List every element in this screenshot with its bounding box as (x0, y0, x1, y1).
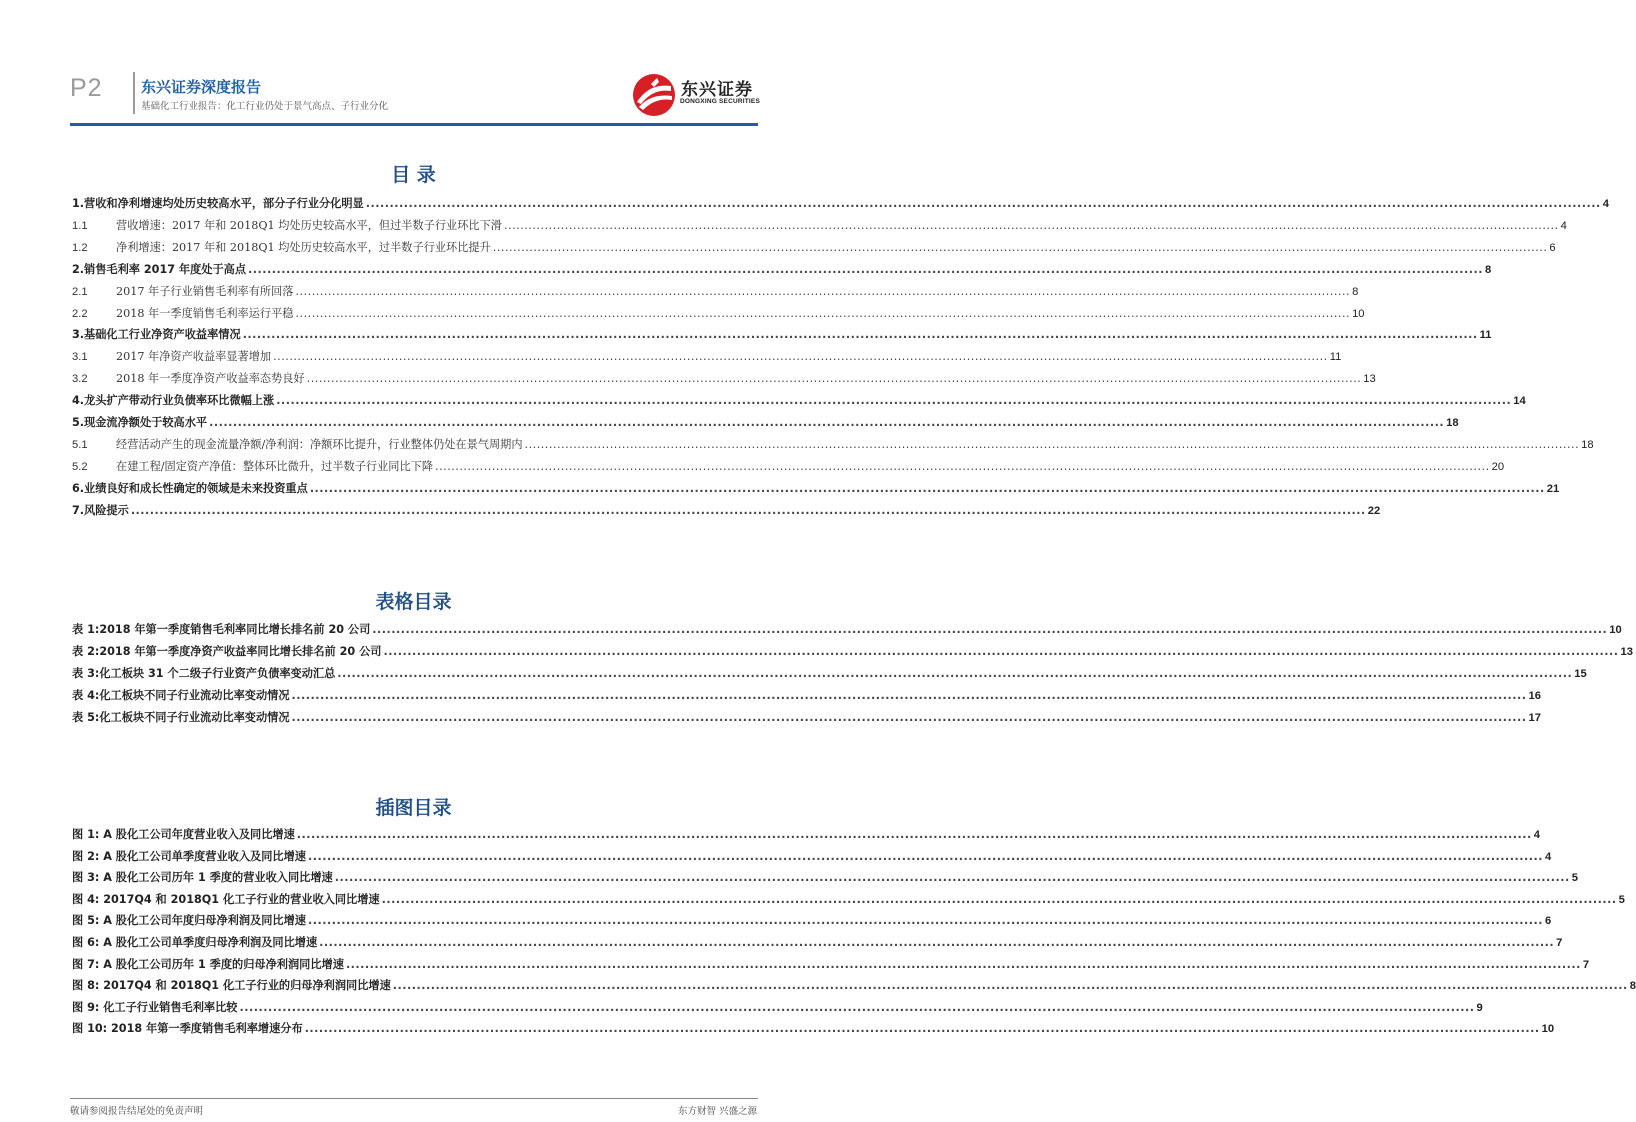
toc-entry-title: 现金流净额处于较高水平 (84, 416, 208, 429)
toc-entry[interactable] (72, 370, 1376, 388)
toc-entry[interactable] (72, 848, 1552, 866)
toc-entry[interactable] (72, 891, 1625, 909)
toc-leader-dots: .................................................................................................................................................................................................................................................................... (334, 871, 1570, 885)
toc-entry[interactable] (72, 912, 1552, 930)
toc-entry-number: 1.1 (72, 219, 88, 232)
toc-entry-page: 6 (1549, 241, 1556, 254)
toc-entry[interactable] (72, 999, 1483, 1017)
toc-entry[interactable] (72, 621, 1622, 639)
toc-entry-page: 4 (1602, 198, 1609, 210)
toc-entry[interactable] (72, 195, 1609, 213)
toc-entry-number: 5.1 (72, 438, 88, 451)
toc-entry[interactable] (72, 977, 1636, 995)
toc-entry[interactable] (72, 305, 1365, 323)
toc-entry-page: 10 (1609, 624, 1622, 636)
toc-entry-title: 表 2:2018 年第一季度净资产收益率同比增长排名前 20 公司 (72, 645, 382, 659)
toc-entry[interactable] (72, 869, 1578, 887)
toc-entry-title: 图 1: A 股化工公司年度营业收入及同比增速 (72, 828, 295, 841)
toc-leader-dots: .................................................................................................................................................................................................................................................................... (291, 689, 1527, 703)
toc-entry[interactable] (72, 502, 1381, 520)
toc-entry-title: 销售毛利率 2017 年度处于高点 (84, 262, 247, 276)
toc-leader-dots: .................................................................................................................................................................................................................................................................... (295, 306, 1351, 320)
toc-leader-dots: .................................................................................................................................................................................................................................................................... (319, 936, 1555, 949)
logo-mark-icon (631, 72, 677, 118)
toc-leader-dots: .................................................................................................................................................................................................................................................................... (276, 394, 1512, 408)
toc-entry[interactable] (72, 665, 1587, 683)
toc-entry-page: 18 (1446, 417, 1459, 429)
toc-entry-number: 2.2 (72, 307, 88, 320)
toc-entry-page: 7 (1582, 958, 1590, 971)
toc-entry-title: 图 2: A 股化工公司单季度营业收入及同比增速 (72, 849, 306, 863)
toc-leader-dots: .................................................................................................................................................................................................................................................................... (383, 645, 1619, 659)
toc-entry-page: 18 (1581, 438, 1594, 451)
toc-entry-number: 5. (72, 416, 85, 429)
toc-entry-number: 1. (72, 197, 85, 210)
toc-entry-page: 7 (1556, 937, 1563, 949)
toc-entry-title: 业绩良好和成长性确定的领域是未来投资重点 (84, 481, 308, 495)
toc-entry-title: 2018 年一季度净资产收益率态势良好 (116, 372, 305, 386)
footer-rule (70, 1098, 758, 1099)
toc-leader-dots: .................................................................................................................................................................................................................................................................... (248, 262, 1484, 276)
toc-entry[interactable] (72, 217, 1567, 235)
toc-entry-page: 9 (1476, 1001, 1483, 1014)
toc-title: 目 录 (391, 164, 436, 186)
page-number: P2 (70, 74, 103, 102)
toc-entry-page: 5 (1618, 893, 1625, 906)
logo-english-name: DONGXING SECURITIES (680, 98, 761, 105)
toc-entry[interactable] (72, 414, 1459, 432)
toc-entry[interactable] (72, 392, 1526, 410)
toc-entry[interactable] (72, 709, 1541, 727)
toc-entry[interactable] (72, 956, 1590, 974)
toc-entry-page: 4 (1544, 850, 1552, 863)
toc-entry-page: 5 (1571, 872, 1578, 885)
toc-entry[interactable] (72, 826, 1541, 844)
toc-entry-number: 3.1 (72, 351, 88, 364)
toc-entry[interactable] (72, 436, 1594, 454)
toc-entry[interactable] (72, 643, 1633, 661)
toc-entry-page: 8 (1629, 980, 1636, 993)
toc-leader-dots: .................................................................................................................................................................................................................................................................... (492, 240, 1548, 254)
toc-entry-number: 3.2 (72, 373, 88, 386)
toc-entry-title: 基础化工行业净资产收益率情况 (84, 328, 241, 342)
toc-leader-dots: .................................................................................................................................................................................................................................................................... (524, 437, 1580, 451)
toc-entry[interactable] (72, 458, 1505, 476)
toc-entry[interactable] (72, 326, 1492, 344)
toc-entry-page: 22 (1367, 504, 1381, 517)
toc-entry-number: 2.1 (72, 285, 88, 298)
toc-leader-dots: .................................................................................................................................................................................................................................................................... (345, 957, 1581, 971)
toc-entry-title: 营收和净利增速均处历史较高水平，部分子行业分化明显 (84, 197, 364, 210)
toc-leader-dots: .................................................................................................................................................................................................................................................................... (291, 711, 1527, 725)
toc-entry-title: 图 9: 化工子行业销售毛利率比较 (72, 1000, 238, 1014)
toc-entry[interactable] (72, 1020, 1555, 1038)
toc-leader-dots: .................................................................................................................................................................................................................................................................... (435, 459, 1490, 473)
toc-leader-dots: .................................................................................................................................................................................................................................................................... (239, 1000, 1475, 1014)
toc-entry-page: 4 (1533, 829, 1541, 841)
toc-entry-number: 6. (72, 481, 85, 495)
toc-entry-title: 图 6: A 股化工公司单季度归母净利润及同比增速 (72, 936, 318, 949)
toc-entry-title: 图 4: 2017Q4 和 2018Q1 化工子行业的营业收入同比增速 (72, 892, 380, 906)
toc-leader-dots: .................................................................................................................................................................................................................................................................... (309, 481, 1545, 495)
toc-leader-dots: .................................................................................................................................................................................................................................................................... (209, 416, 1445, 429)
toc-entry[interactable] (72, 261, 1492, 279)
toc-entry-title: 图 3: A 股化工公司历年 1 季度的营业收入同比增速 (72, 871, 333, 885)
page-header (0, 0, 827, 130)
toc-entry-title: 风险提示 (84, 503, 129, 517)
toc-entry[interactable] (72, 934, 1563, 952)
tables-toc-title: 表格目录 (375, 591, 452, 613)
toc-leader-dots: .................................................................................................................................................................................................................................................................... (392, 979, 1628, 993)
toc-leader-dots: .................................................................................................................................................................................................................................................................... (381, 892, 1617, 906)
toc-entry-title: 表 5:化工板块不同子行业流动比率变动情况 (72, 711, 290, 725)
toc-leader-dots: .................................................................................................................................................................................................................................................................... (295, 284, 1351, 298)
toc-entry-title: 图 10: 2018 年第一季度销售毛利率增速分布 (72, 1022, 303, 1036)
toc-leader-dots: .................................................................................................................................................................................................................................................................... (503, 218, 1559, 232)
header-divider (133, 72, 135, 114)
toc-entry-number: 4. (72, 394, 85, 408)
toc-leader-dots: .................................................................................................................................................................................................................................................................... (307, 849, 1543, 863)
header-rule (70, 123, 758, 126)
toc-leader-dots: .................................................................................................................................................................................................................................................................... (307, 914, 1543, 928)
toc-entry-page: 17 (1528, 712, 1541, 725)
toc-entry-page: 8 (1485, 263, 1492, 276)
toc-entry[interactable] (72, 348, 1342, 366)
toc-entry[interactable] (72, 283, 1359, 301)
toc-entry-page: 13 (1620, 646, 1633, 659)
logo-chinese-name: 东兴证券 (681, 80, 753, 100)
toc-leader-dots: .................................................................................................................................................................................................................................................................... (130, 503, 1366, 517)
toc-entry-title: 图 8: 2017Q4 和 2018Q1 化工子行业的归母净利润同比增速 (72, 979, 391, 993)
toc-entry[interactable] (72, 480, 1560, 498)
toc-entry-page: 10 (1352, 307, 1365, 320)
toc-entry-title: 营收增速：2017 年和 2018Q1 均处历史较高水平，但过半数子行业环比下滑 (116, 218, 502, 232)
toc-entry-page: 11 (1479, 329, 1492, 342)
toc-entry-number: 5.2 (72, 460, 88, 473)
toc-leader-dots: .................................................................................................................................................................................................................................................................... (242, 328, 1478, 342)
toc-entry-title: 2017 年子行业销售毛利率有所回落 (116, 284, 294, 298)
toc-entry-title: 净利增速：2017 年和 2018Q1 均处历史较高水平，过半数子行业环比提升 (116, 240, 491, 254)
toc-leader-dots: .................................................................................................................................................................................................................................................................... (365, 197, 1601, 210)
toc-entry-number: 3. (72, 328, 85, 342)
toc-entry-title: 2017 年净资产收益率显著增加 (116, 350, 272, 364)
toc-entry-number: 7. (72, 503, 85, 517)
toc-entry-page: 11 (1329, 351, 1342, 364)
figures-toc-title: 插图目录 (375, 797, 452, 819)
toc-leader-dots: .................................................................................................................................................................................................................................................................... (273, 350, 1328, 364)
report-title: 东兴证券深度报告 (141, 78, 262, 96)
toc-entry-number: 2. (72, 262, 85, 276)
toc-entry-page: 4 (1560, 219, 1567, 232)
toc-entry-title: 图 5: A 股化工公司年度归母净利润及同比增速 (72, 914, 306, 928)
toc-entry-title: 图 7: A 股化工公司历年 1 季度的归母净利润同比增速 (72, 957, 344, 971)
toc-entry-title: 在建工程/固定资产净值：整体环比微升，过半数子行业同比下降 (116, 459, 434, 473)
toc-entry-page: 16 (1528, 690, 1541, 703)
toc-leader-dots: .................................................................................................................................................................................................................................................................... (296, 828, 1532, 841)
toc-leader-dots: .................................................................................................................................................................................................................................................................... (372, 623, 1608, 636)
toc-leader-dots: .................................................................................................................................................................................................................................................................... (306, 372, 1362, 386)
toc-leader-dots: .................................................................................................................................................................................................................................................................... (337, 667, 1573, 681)
toc-entry[interactable] (72, 687, 1541, 705)
toc-entry-page: 15 (1574, 668, 1587, 681)
company-logo (631, 72, 761, 118)
toc-entry-title: 表 3:化工板块 31 个二级子行业资产负债率变动汇总 (72, 667, 336, 681)
toc-entry-page: 10 (1541, 1023, 1555, 1036)
toc-entry-title: 2018 年一季度销售毛利率运行平稳 (116, 306, 294, 320)
toc-leader-dots: .................................................................................................................................................................................................................................................................... (304, 1022, 1540, 1036)
toc-entry-number: 1.2 (72, 241, 88, 254)
footer-disclaimer: 敬请参阅报告结尾处的免责声明 (70, 1106, 204, 1117)
toc-entry-page: 13 (1363, 373, 1376, 386)
toc-entry-title: 龙头扩产带动行业负债率环比微幅上涨 (84, 394, 275, 408)
toc-entry-page: 6 (1544, 915, 1552, 928)
toc-entry-page: 20 (1491, 460, 1505, 473)
toc-entry-page: 21 (1546, 482, 1560, 495)
toc-entry-page: 14 (1513, 395, 1526, 408)
toc-entry-title: 表 1:2018 年第一季度销售毛利率同比增长排名前 20 公司 (72, 623, 371, 636)
toc-entry-title: 表 4:化工板块不同子行业流动比率变动情况 (72, 689, 290, 703)
report-subtitle: 基础化工行业报告：化工行业仍处于景气高点、子行业分化 (141, 101, 389, 112)
toc-entry-title: 经营活动产生的现金流量净额/净利润：净额环比提升，行业整体仍处在景气周期内 (116, 437, 523, 451)
footer-slogan: 东方财智 兴盛之源 (677, 1106, 757, 1117)
toc-entry-page: 8 (1352, 285, 1359, 298)
toc-entry[interactable] (72, 239, 1556, 257)
